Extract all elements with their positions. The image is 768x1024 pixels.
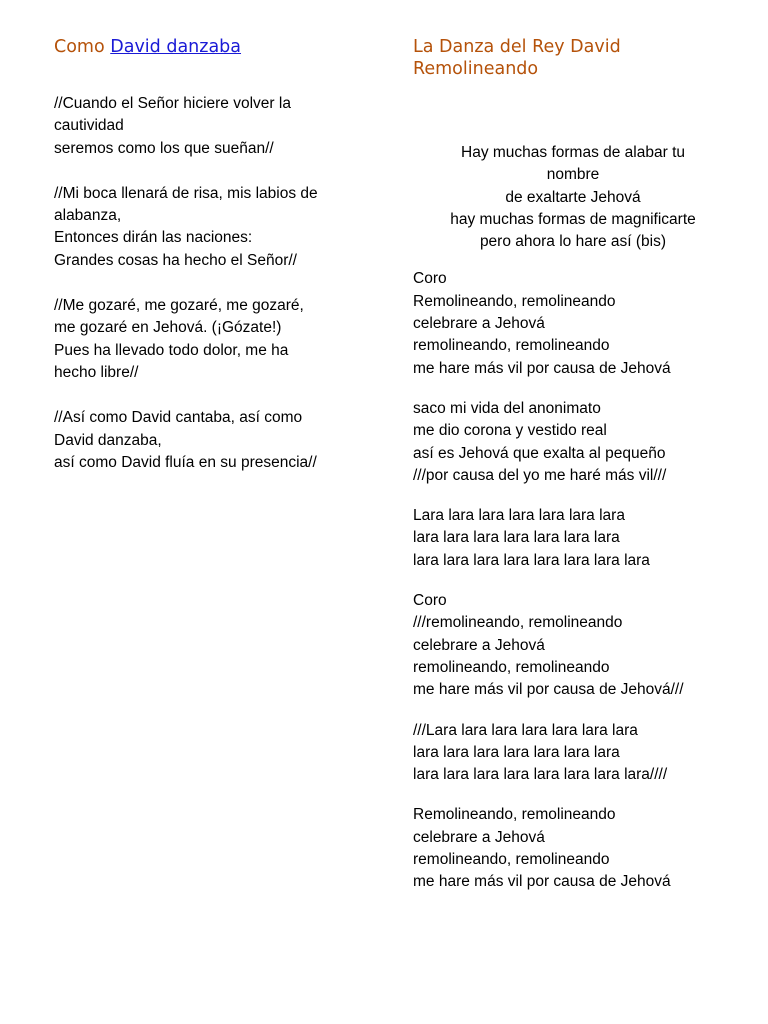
lyric-line: pero ahora lo hare así (bis) bbox=[479, 233, 667, 251]
lyric-line: Coro bbox=[413, 270, 447, 288]
lyric-line: Grandes cosas ha hecho el Señor// bbox=[54, 251, 297, 269]
lyric-line: lara lara lara lara lara lara lara bbox=[413, 529, 620, 547]
lyric-line: saco mi vida del anonimato bbox=[413, 399, 601, 417]
chorus-2 bbox=[413, 590, 743, 701]
lyric-line: seremos como los que sueñan// bbox=[54, 139, 274, 157]
final-chorus bbox=[413, 804, 743, 893]
lyric-line: lara lara lara lara lara lara lara lara bbox=[413, 551, 650, 569]
lyric-line: Hay muchas formas de alabar tu bbox=[461, 144, 685, 161]
left-title-prefix: Como bbox=[54, 37, 111, 57]
lyric-line: así es Jehová que exalta al pequeño bbox=[413, 444, 666, 462]
verse-cautividad bbox=[54, 93, 374, 160]
lyric-line: me hare más vil por causa de Jehová/// bbox=[413, 681, 684, 699]
verse-gozare bbox=[54, 295, 374, 384]
left-song-title bbox=[54, 36, 374, 58]
lyric-line: de exaltarte Jehová bbox=[505, 188, 641, 206]
david-danzaba-link[interactable]: David danzaba bbox=[110, 37, 242, 57]
lyric-line: remolineando, remolineando bbox=[413, 658, 610, 676]
lyric-line: así como David fluía en su presencia// bbox=[54, 453, 317, 471]
left-column bbox=[54, 36, 374, 474]
lyric-line: me hare más vil por causa de Jehová bbox=[413, 359, 671, 377]
right-song-title bbox=[413, 36, 743, 80]
verse-david-cantaba bbox=[54, 407, 374, 474]
lyric-line: hay muchas formas de magnificarte bbox=[450, 210, 696, 228]
lyric-line: Pues ha llevado todo dolor, me ha bbox=[54, 341, 289, 359]
lara-verse-1 bbox=[413, 505, 743, 572]
lyric-line: Lara lara lara lara lara lara lara bbox=[413, 507, 625, 525]
lyric-line: ///por causa del yo me haré más vil/// bbox=[413, 466, 667, 484]
lyric-line: ///Lara lara lara lara lara lara lara bbox=[413, 721, 638, 739]
lyric-line: //Cuando el Señor hiciere volver la bbox=[54, 95, 291, 112]
lyric-line: Coro bbox=[413, 592, 447, 610]
verse-anonimato bbox=[413, 398, 743, 487]
lyric-line: cautividad bbox=[54, 117, 124, 135]
lyric-line: Entonces dirán las naciones: bbox=[54, 229, 253, 247]
left-stanzas bbox=[54, 93, 374, 474]
lyric-line: celebrare a Jehová bbox=[413, 828, 545, 846]
lyric-line: Remolineando, remolineando bbox=[413, 292, 616, 310]
lyric-line: celebrare a Jehová bbox=[413, 636, 545, 654]
lyric-line: celebrare a Jehová bbox=[413, 315, 545, 333]
lyric-line: David danzaba, bbox=[54, 431, 162, 449]
lara-verse-2 bbox=[413, 720, 743, 787]
chorus-1 bbox=[413, 268, 743, 379]
lyric-line: //Mi boca llenará de risa, mis labios de bbox=[54, 184, 318, 202]
lyric-line: Remolineando, remolineando bbox=[413, 806, 616, 824]
right-column bbox=[413, 36, 743, 894]
right-title-line: Remolineando bbox=[413, 59, 539, 79]
lyric-line: me gozaré en Jehová. (¡Gózate!) bbox=[54, 319, 282, 337]
lyric-line: lara lara lara lara lara lara lara bbox=[413, 743, 620, 761]
lyric-line: nombre bbox=[546, 166, 600, 184]
intro-verse bbox=[413, 142, 743, 253]
lyric-line: remolineando, remolineando bbox=[413, 851, 610, 869]
lyric-line: //Me gozaré, me gozaré, me gozaré, bbox=[54, 297, 304, 315]
lyric-line: //Así como David cantaba, así como bbox=[54, 409, 303, 427]
lyric-line: lara lara lara lara lara lara lara lara//// bbox=[413, 766, 668, 784]
lyric-line: hecho libre// bbox=[54, 363, 139, 381]
lyric-line: ///remolineando, remolineando bbox=[413, 614, 623, 632]
lyric-line: alabanza, bbox=[54, 207, 122, 225]
lyric-line: remolineando, remolineando bbox=[413, 337, 610, 355]
lyric-line: me hare más vil por causa de Jehová bbox=[413, 873, 671, 891]
right-title-line: La Danza del Rey David bbox=[413, 37, 621, 57]
lyric-line: me dio corona y vestido real bbox=[413, 422, 607, 440]
verse-boca-risa bbox=[54, 183, 374, 272]
